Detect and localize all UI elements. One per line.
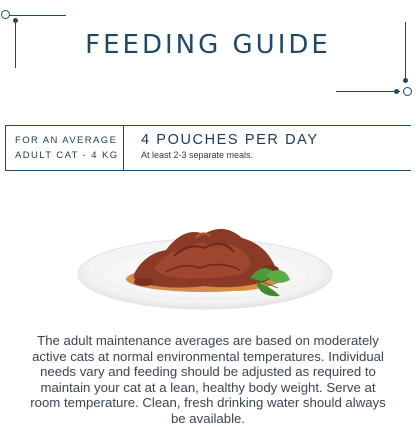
- feeding-description: The adult maintenance averages are based on moderately active cats at normal environmental temperatures. Individual needs vary and feeding should be adjusted as required to maintain your cat at a lean, healthy body weight. Serve at room temperature. Clean, fresh drinking water should always be available.: [30, 333, 386, 426]
- cat-weight-label-line2: ADULT CAT - 4 KG: [15, 150, 119, 161]
- corner-line-bottom-right-horizontal: [336, 91, 400, 92]
- feeding-guide-table: [5, 125, 411, 171]
- corner-dot-top-left: [13, 18, 18, 23]
- page-title: FEEDING GUIDE: [85, 30, 331, 60]
- feeding-note: At least 2-3 separate meals.: [141, 150, 254, 160]
- food-plate-image: [74, 216, 336, 316]
- cat-weight-label: [6, 126, 124, 170]
- corner-ring-bottom-right: [403, 87, 412, 96]
- corner-dot-bottom-right-left: [394, 89, 399, 94]
- corner-line-top-left-horizontal: [6, 15, 66, 16]
- feeding-amount-cell: [124, 126, 319, 170]
- plate-illustration: [74, 216, 336, 316]
- cat-weight-label-line1: FOR AN AVERAGE: [15, 135, 118, 146]
- corner-dot-bottom-right-upper: [403, 78, 408, 83]
- feeding-amount: 4 POUCHES PER DAY: [141, 132, 319, 148]
- corner-ring-top-left: [1, 10, 10, 19]
